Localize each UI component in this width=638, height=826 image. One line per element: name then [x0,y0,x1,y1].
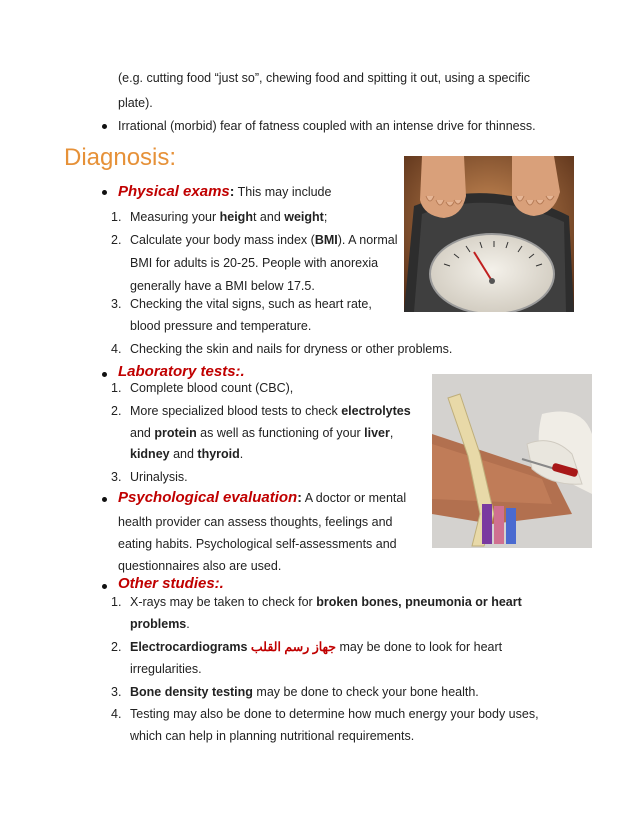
list-item: Checking the skin and nails for dryness or other problems. [130,342,453,356]
list-number: 1. [111,381,122,395]
intro-continuation-line2: plate). [118,96,153,110]
list-item: More specialized blood tests to check electrolytes [130,404,411,418]
intro-bullet-text: Irrational (morbid) fear of fatness coupled with an intense drive for thinness. [118,119,536,133]
psych-eval-lead: A doctor or mental [301,491,407,505]
list-number: 2. [111,233,122,247]
psych-eval-heading [118,488,406,507]
blood-draw-image [432,374,592,548]
list-item: Urinalysis. [130,470,188,484]
list-number: 4. [111,342,122,356]
list-item-continuation: kidney and thyroid. [130,447,244,461]
list-number: 3. [111,685,122,699]
psych-eval-line: eating habits. Psychological self-assessments and [118,537,397,551]
list-item: Checking the vital signs, such as heart rate, [130,297,372,311]
list-number: 3. [111,297,122,311]
bullet-icon [102,190,107,195]
list-item-continuation: irregularities. [130,662,202,676]
list-item: Complete blood count (CBC), [130,381,294,395]
list-number: 4. [111,707,122,721]
list-item: Bone density testing may be done to check your bone health. [130,685,479,699]
list-item: X-rays may be taken to check for broken bones, pneumonia or heart [130,595,522,609]
list-number: 1. [111,210,122,224]
bullet-icon [102,497,107,502]
blood-test-photo [432,374,592,548]
list-number: 2. [111,404,122,418]
physical-exams-colon: : [229,183,235,199]
list-number: 1. [111,595,122,609]
list-item-continuation: which can help in planning nutritional requirements. [130,729,415,743]
list-item: Electrocardiograms جهاز رسم القلب may be done to look for heart [130,640,503,654]
list-item: Testing may also be done to determine how much energy your body uses, [130,707,539,721]
physical-exams-heading [118,182,331,201]
physical-exams-lead: This may include [234,185,332,199]
list-number: 3. [111,470,122,484]
laboratory-tests-title: Laboratory tests:. [118,363,245,380]
list-item-continuation: problems. [130,617,190,631]
psych-eval-line: questionnaires also are used. [118,559,282,573]
list-number: 2. [111,640,122,654]
bullet-icon [102,124,107,129]
psych-eval-title: Psychological evaluation [118,489,298,506]
intro-continuation-line1: (e.g. cutting food “just so”, chewing food and spitting it out, using a specific [118,71,531,85]
scale-photo [404,156,574,312]
other-studies-title: Other studies:. [118,575,224,592]
list-item-continuation: BMI for adults is 20-25. People with anorexia [130,256,379,270]
section-heading-diagnosis: Diagnosis: [64,144,177,171]
list-item: Calculate your body mass index (BMI). A normal [130,233,398,247]
arabic-ecg-term: جهاز رسم القلب [250,640,337,654]
bullet-icon [102,584,107,589]
bathroom-scale-image [404,156,574,312]
physical-exams-title: Physical exams [118,183,230,200]
list-item-continuation: and protein as well as functioning of your liver, [130,426,394,440]
list-item-continuation: generally have a BMI below 17.5. [130,279,315,293]
psych-eval-line: health provider can assess thoughts, feelings and [118,515,393,529]
bullet-icon [102,372,107,377]
list-item-continuation: blood pressure and temperature. [130,319,312,333]
psych-eval-colon: : [297,489,302,505]
list-item: Measuring your height and weight; [130,210,328,224]
